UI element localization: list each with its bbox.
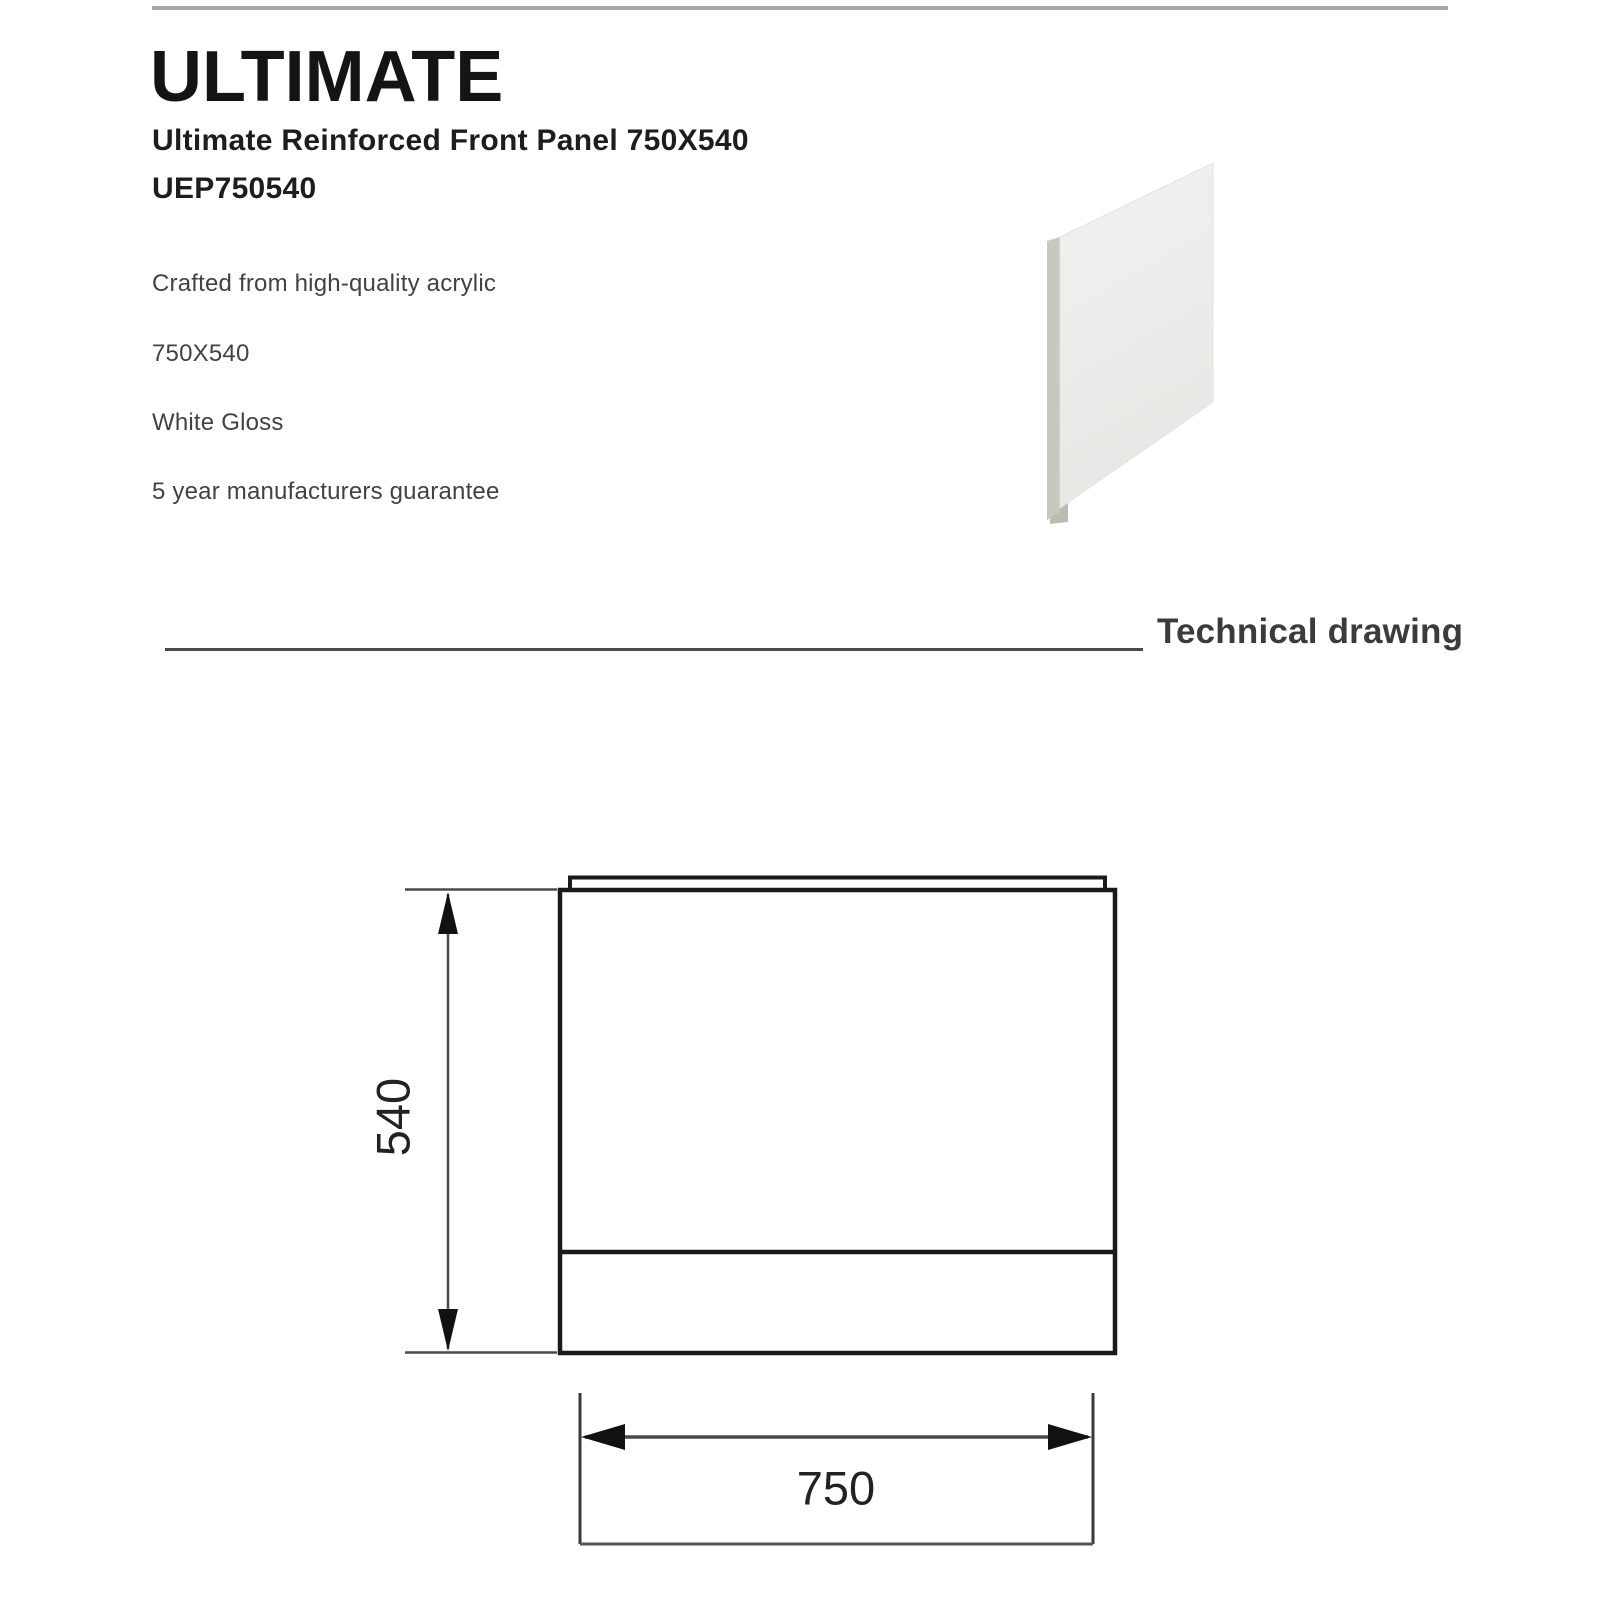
section-divider-line [165, 648, 1143, 651]
feature-item-guarantee: 5 year manufacturers guarantee [152, 478, 500, 505]
width-arrow-left-icon [581, 1424, 625, 1450]
height-dimension-label: 540 [366, 1077, 420, 1157]
product-code: UEP750540 [152, 172, 317, 205]
panel-side-edge [1047, 237, 1060, 520]
feature-item-finish: White Gloss [152, 409, 284, 436]
technical-drawing [300, 850, 1200, 1570]
product-name: Ultimate Reinforced Front Panel 750X540 [152, 124, 749, 157]
width-arrow-right-icon [1048, 1424, 1092, 1450]
section-title: Technical drawing [1157, 612, 1464, 651]
width-dimension-label: 750 [796, 1461, 876, 1515]
product-photo [1000, 130, 1280, 550]
height-arrow-down-icon [438, 1309, 458, 1351]
feature-item-material: Crafted from high-quality acrylic [152, 270, 497, 297]
panel-outline [560, 890, 1115, 1353]
brand-title: ULTIMATE [150, 37, 504, 117]
height-arrow-up-icon [438, 892, 458, 934]
panel-front-face [1060, 163, 1213, 508]
top-divider-line [152, 6, 1448, 10]
feature-item-size: 750X540 [152, 340, 250, 367]
